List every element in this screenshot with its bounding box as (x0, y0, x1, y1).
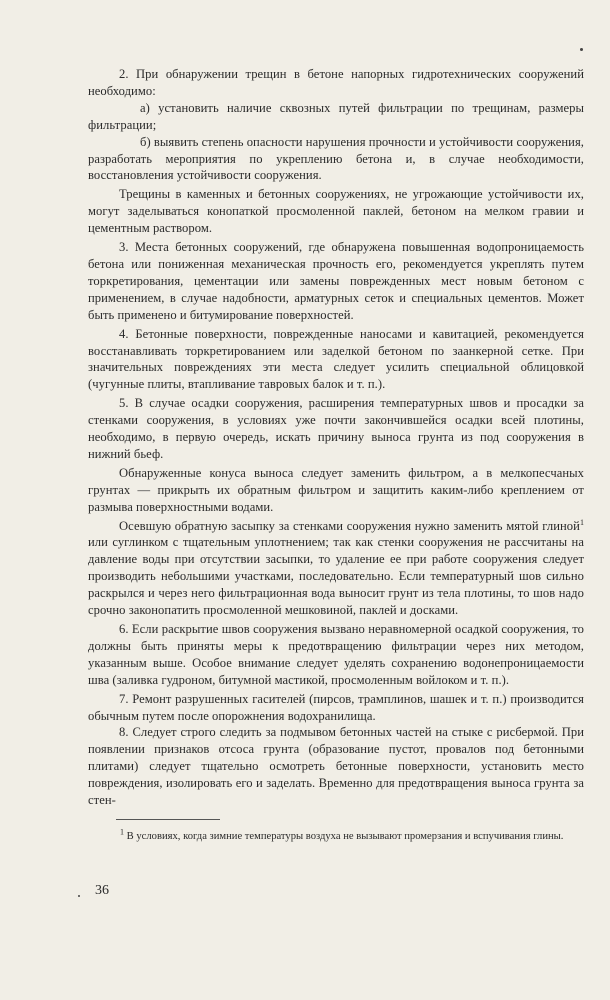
footnote-divider (116, 819, 220, 820)
paragraph-item-7: 7. Ремонт разрушенных гасителей (пирсов, трамплинов, шашек и т. п.) производится обычным путем после опорожнения водохранилища. (88, 691, 584, 723)
backfill-text-start: Осевшую обратную засыпку за стенками сооружения нужно заменить мятой глиной (119, 518, 580, 533)
print-speck (580, 48, 583, 51)
footnote-mark: 1 (120, 827, 124, 837)
paragraph-cones: Обнаруженные конуса выноса следует заменить фильтром, а в мелкопесчаных грунтах — прикрыть их обратным фильтром и защитить каким-либо креплением от размыва поверхностными водами. (88, 465, 584, 514)
backfill-text-end: или суглинком с тщательным уплотнением; так как стенки сооружения не рассчитаны на давление воды при отсутствии засыпки, то удаление ее при работе сооружения следует производить небольшими участками, последовательно. Если температурный шов сильно раскрылся и через него фильтрационная вода выносит грунт из тела плотины, то шов надо срочно законопатить просмоленной мешковиной, паклей и досками. (88, 535, 584, 618)
body-text (88, 66, 584, 809)
paragraph-item-6: 6. Если раскрытие швов сооружения вызвано неравномерной осадкой сооружения, то должны быть приняты меры к предотвращению фильтрации через них методом, указанным выше. Особое внимание следует уделять сохранению водонепроницаемости шва (заливка гудроном, битумной мастикой, просмоленным войлоком и т. п.). (88, 622, 584, 687)
footnote-text: В условиях, когда зимние температуры воздуха не вызывают промерзания и вспучивания глины. (124, 831, 564, 842)
footnote-reference: 1 (579, 517, 584, 527)
paragraph-backfill (88, 518, 584, 619)
subitem-b: б) выявить степень опасности нарушения прочности и устойчивости сооружения, разработать мероприятия по укреплению бетона и, в случае необходимости, восстановления устойчивости сооружения. (88, 134, 584, 183)
subitem-a: а) установить наличие сквозных путей фильтрации по трещинам, размеры фильтрации; (88, 100, 584, 132)
page-number: 36 (95, 883, 109, 898)
footnote (98, 829, 582, 845)
paragraph-item-8: 8. Следует строго следить за подмывом бетонных частей на стыке с рисбермой. При появлении признаков отсоса грунта (образование пустот, провалов под бетонными плитами) следует тщательно осмотреть бетонные поверхности, установить место повреждения, изолировать его и заделать. Временно для предотвращения выноса грунта за стен- (88, 725, 584, 808)
paragraph-item-5: 5. В случае осадки сооружения, расширения температурных швов и просадки за стенками сооружения, в условиях уже почти закончившейся осадки всей плотины, необходимо, в первую очередь, искать причину выноса грунта из под сооружения в нижний бьеф. (88, 396, 584, 461)
print-speck-bottom (78, 895, 80, 897)
paragraph-item-3: 3. Места бетонных сооружений, где обнаружена повышенная водопроницаемость бетона или пониженная механическая прочность его, рекомендуется укреплять путем торкретирования, цементации или замены поврежденных мест новым бетоном с применением, в случае надобности, арматурных сеток и специальных цементов. Может быть применено и битумирование поверхностей. (88, 240, 584, 322)
paragraph-cracks: Трещины в каменных и бетонных сооружениях, не угрожающие устойчивости их, могут заделываться конопаткой просмоленной паклей, бетоном на мелком гравии и цементным раствором. (88, 187, 584, 236)
paragraph-item-4: 4. Бетонные поверхности, поврежденные наносами и кавитацией, рекомендуется восстанавливать торкретированием или заделкой бетоном по заанкерной сетке. При значительных повреждениях эти места следует усилить специальной облицовкой (чугунные плиты, втапливание тавровых балок и т. п.). (88, 326, 584, 392)
paragraph-item-2: 2. При обнаружении трещин в бетоне напорных гидротехнических сооружений необходимо: (88, 67, 584, 98)
